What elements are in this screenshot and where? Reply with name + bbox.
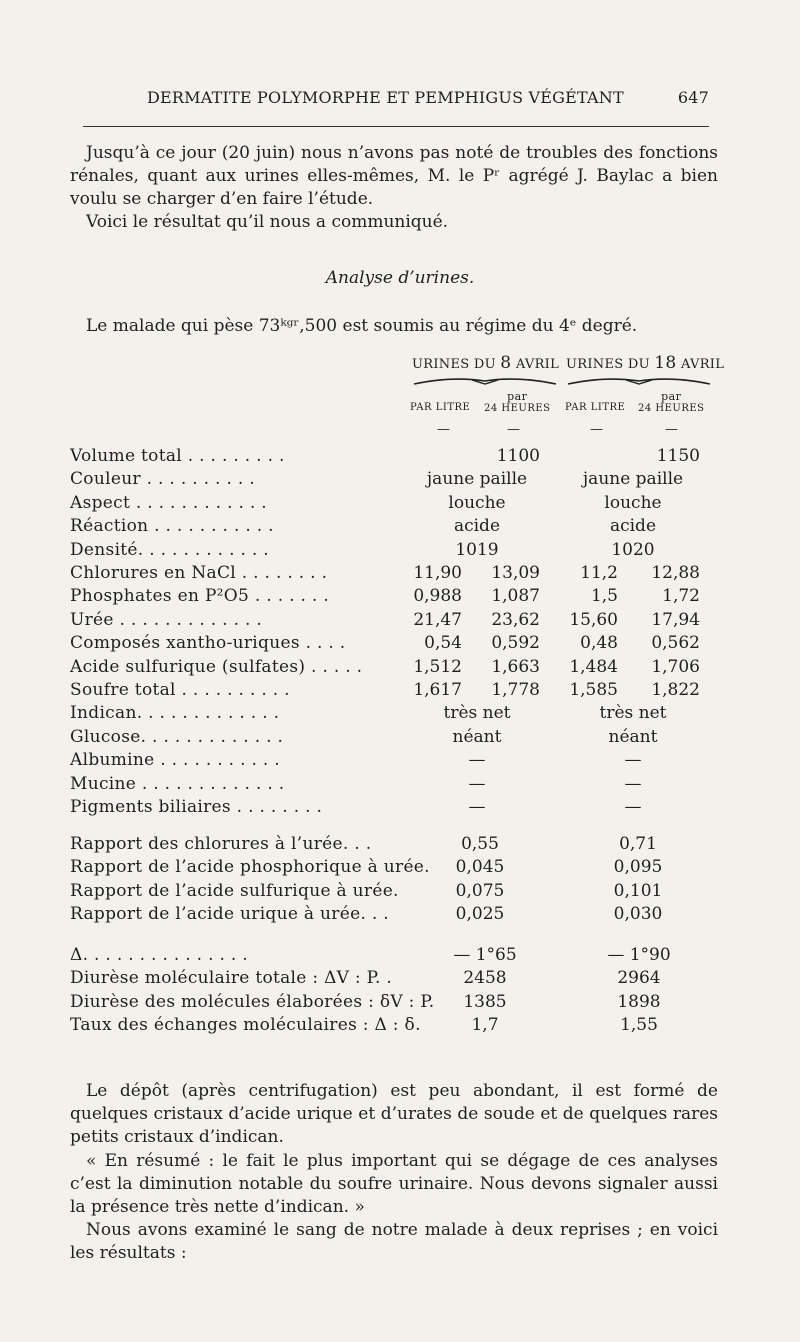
row-label-text: Rapport de l’acide urique à urée. xyxy=(70,904,367,925)
row-leader-dots: . . . . . . . . xyxy=(236,797,323,817)
table-row xyxy=(70,657,750,680)
value-8-avril-par-litre: 11,90 xyxy=(413,563,462,583)
row-label xyxy=(70,881,399,901)
table-row xyxy=(70,727,750,750)
value-8-avril: 0,045 xyxy=(455,857,505,878)
row-leader-dots: . . . . . . . . . . . xyxy=(154,516,274,537)
value-18-avril: — xyxy=(624,750,642,771)
row-label-text: Aspect xyxy=(70,492,131,513)
value-18-avril: — xyxy=(624,773,642,794)
value-18-avril: louche xyxy=(604,492,662,513)
value-18-avril-par-24h: 1,706 xyxy=(651,656,700,677)
row-label xyxy=(70,657,362,677)
subheader-par-litre-1: PAR LITRE xyxy=(410,402,471,413)
value-8-avril: louche xyxy=(448,492,506,513)
value-8-avril: — xyxy=(468,750,486,771)
row-label-text: Chlorures en NaCl xyxy=(70,563,236,583)
row-label-text: Densité. xyxy=(70,539,144,560)
row-label xyxy=(70,633,346,653)
value-18-avril: — 1°90 xyxy=(607,945,671,965)
row-label-text: Pigments biliaires xyxy=(70,797,231,817)
row-label xyxy=(70,797,322,817)
row-leader-dots: . . . . . . . . . xyxy=(187,446,285,466)
row-label xyxy=(70,992,434,1012)
table-row xyxy=(70,586,750,609)
cryoscopy-row xyxy=(70,992,750,1015)
table-row xyxy=(70,750,750,773)
brace-8-avril xyxy=(412,372,558,386)
value-8-avril: — 1°65 xyxy=(453,945,517,965)
value-18-avril: 0,030 xyxy=(613,904,663,925)
value-8-avril-par-24h: 1100 xyxy=(496,446,540,466)
subheader-par-24h-2: par 24 HEURES xyxy=(638,390,705,414)
ratio-row xyxy=(70,857,750,880)
row-label-text: Réaction xyxy=(70,516,149,537)
row-leader-dots: . . xyxy=(371,904,390,925)
row-label xyxy=(70,493,267,513)
page-number: 647 xyxy=(677,88,709,107)
row-leader-dots: . . . . . . . . . . . . xyxy=(135,492,268,513)
row-leader-dots: . . . . . . . xyxy=(254,586,330,607)
row-leader-dots: . . . . . . . . . . xyxy=(181,680,290,700)
subheader-dash: — xyxy=(507,422,520,437)
table-row xyxy=(70,797,750,820)
row-leader-dots: . . . . . . . . . . . . . xyxy=(119,609,263,630)
row-label-text: Soufre total xyxy=(70,680,176,700)
cryoscopy-row xyxy=(70,968,750,991)
row-label xyxy=(70,469,255,489)
regime-paragraph: Le malade qui pèse 73ᵏᵍʳ,500 est soumis au régime du 4ᵉ degré. xyxy=(86,316,638,336)
table-row xyxy=(70,446,750,469)
row-label-text: Mucine xyxy=(70,773,137,794)
value-8-avril: acide xyxy=(453,516,501,537)
value-8-avril-par-24h: 1,087 xyxy=(491,586,540,607)
intro-paragraph-1: Jusqu’à ce jour (20 juin) nous n’avons pas noté de troubles des fonctions rénales, quant aux urines elles-mêmes, M. le Pʳ agrégé J. Baylac a bien voulu se charger d’en faire l’étude. xyxy=(70,143,718,209)
value-8-avril-par-litre: 0,54 xyxy=(424,633,462,654)
value-8-avril-par-litre: 0,988 xyxy=(413,586,462,607)
row-label xyxy=(70,586,329,606)
ratio-row xyxy=(70,904,750,927)
table-row xyxy=(70,610,750,633)
row-label-text: Acide sulfurique (sulfates) xyxy=(70,656,306,677)
row-label-text: Phosphates en P²O5 xyxy=(70,586,250,607)
value-8-avril: 0,55 xyxy=(461,834,499,854)
row-label xyxy=(70,727,283,747)
row-leader-dots: . . . . . . . . . . . . xyxy=(152,726,284,747)
value-8-avril: jaune paille xyxy=(426,469,528,490)
value-18-avril: très net xyxy=(599,703,667,724)
running-title: DERMATITE POLYMORPHE ET PEMPHIGUS VÉGÉTANT xyxy=(147,88,624,107)
value-8-avril-par-24h: 13,09 xyxy=(491,563,540,583)
ratio-row xyxy=(70,881,750,904)
value-8-avril: — xyxy=(468,773,486,794)
row-leader-dots: . . . . . . . . . . . xyxy=(160,750,281,771)
value-8-avril: 0,075 xyxy=(455,880,505,901)
row-leader-dots: . . . . . . . . xyxy=(241,563,328,583)
row-label xyxy=(70,540,269,560)
value-8-avril-par-24h: 1,663 xyxy=(491,656,540,677)
value-18-avril: jaune paille xyxy=(582,469,684,490)
subheader-dash: — xyxy=(590,422,603,437)
row-label-text: Taux des échanges moléculaires : Δ : δ. xyxy=(70,1015,421,1036)
row-leader-dots: . . . . . . . . . . . . . . xyxy=(94,945,249,965)
closing-paragraph-1: Le dépôt (après centrifugation) est peu abondant, il est formé de quelques cristaux d’acide urique et d’urates de soude et de quelques rares petits cristaux d’indican. xyxy=(70,1081,718,1147)
row-label-text: Volume total xyxy=(70,446,182,466)
value-8-avril: 0,025 xyxy=(455,904,505,925)
row-label xyxy=(70,945,248,965)
value-18-avril: — xyxy=(624,797,642,817)
row-label-text: Rapport de l’acide sulfurique à urée. xyxy=(70,880,399,901)
table-row xyxy=(70,774,750,797)
table-row xyxy=(70,469,750,492)
value-18-avril: 0,71 xyxy=(619,834,657,854)
row-leader-dots: . . . . . . . . . . xyxy=(146,469,255,490)
value-18-avril: 0,101 xyxy=(613,880,663,901)
row-label-text: Rapport des chlorures à l’urée. xyxy=(70,834,349,854)
row-label xyxy=(70,968,392,988)
value-18-avril-par-24h: 1,822 xyxy=(651,680,700,700)
row-label-text: Diurèse des molécules élaborées : δV : P. xyxy=(70,991,435,1012)
subheader-dash: — xyxy=(437,422,450,437)
row-label xyxy=(70,516,274,536)
row-label-text: Indican. xyxy=(70,703,143,724)
value-18-avril-par-litre: 11,2 xyxy=(580,563,618,583)
group-header-8-avril: URINES DU 8 AVRIL xyxy=(412,353,560,373)
value-8-avril: 1019 xyxy=(455,539,499,560)
brace-18-avril xyxy=(566,372,712,386)
value-8-avril: 1,7 xyxy=(471,1015,499,1036)
row-label xyxy=(70,1015,421,1035)
row-label-text: Glucose. xyxy=(70,726,147,747)
value-18-avril-par-24h: 1150 xyxy=(656,446,700,466)
intro-paragraph-2: Voici le résultat qu’il nous a communiqué. xyxy=(86,212,449,232)
row-leader-dots: . . . . . . . . . . . xyxy=(149,539,269,560)
row-label-text: Composés xantho-uriques xyxy=(70,633,300,654)
subheader-dash: — xyxy=(665,422,678,437)
row-label xyxy=(70,904,389,924)
ratio-row xyxy=(70,834,750,857)
value-18-avril: 2964 xyxy=(617,968,661,989)
row-label-text: Albumine xyxy=(70,750,155,771)
row-leader-dots: . . . . . xyxy=(311,656,363,677)
value-8-avril-par-24h: 0,592 xyxy=(491,633,540,654)
value-8-avril-par-litre: 1,512 xyxy=(413,656,462,677)
value-8-avril: — xyxy=(468,797,486,817)
table-row xyxy=(70,680,750,703)
value-18-avril: acide xyxy=(609,516,657,537)
value-8-avril: très net xyxy=(443,703,511,724)
row-label-text: Diurèse moléculaire totale : ΔV : P. xyxy=(70,968,381,989)
value-18-avril-par-litre: 0,48 xyxy=(580,633,618,654)
value-18-avril-par-litre: 1,5 xyxy=(590,586,618,607)
header-rule xyxy=(83,126,709,127)
value-18-avril-par-24h: 12,88 xyxy=(651,563,700,583)
value-8-avril: néant xyxy=(452,726,502,747)
subheader-par-24h-1: par 24 HEURES xyxy=(484,390,551,414)
row-label xyxy=(70,680,290,700)
subheader-par-litre-2: PAR LITRE xyxy=(565,402,626,413)
value-18-avril-par-litre: 15,60 xyxy=(569,609,618,630)
value-18-avril: 1020 xyxy=(611,539,655,560)
group-header-18-avril: URINES DU 18 AVRIL xyxy=(566,353,725,373)
table-row xyxy=(70,563,750,586)
row-label xyxy=(70,610,262,630)
row-label xyxy=(70,834,371,854)
value-8-avril-par-24h: 23,62 xyxy=(491,609,540,630)
value-18-avril-par-litre: 1,585 xyxy=(569,680,618,700)
row-label xyxy=(70,446,285,466)
table-row xyxy=(70,703,750,726)
row-leader-dots: . xyxy=(386,968,393,989)
table-row xyxy=(70,516,750,539)
row-leader-dots: . . xyxy=(354,834,372,854)
value-18-avril: 0,095 xyxy=(613,857,663,878)
value-8-avril: 1385 xyxy=(463,991,507,1012)
table-row xyxy=(70,493,750,516)
row-leader-dots: . . . . xyxy=(305,633,346,654)
row-label xyxy=(70,857,430,877)
value-8-avril: 2458 xyxy=(463,968,507,989)
value-18-avril: 1,55 xyxy=(620,1015,658,1036)
value-18-avril-par-24h: 1,72 xyxy=(662,586,700,607)
row-leader-dots: . . . . . . . . . . . . xyxy=(148,703,280,724)
cryoscopy-row xyxy=(70,945,750,968)
closing-paragraph-3: Nous avons examiné le sang de notre malade à deux reprises ; en voici les résultats : xyxy=(70,1220,718,1263)
row-label xyxy=(70,774,284,794)
value-18-avril-par-24h: 17,94 xyxy=(651,609,700,630)
row-label-text: Rapport de l’acide phosphorique à urée. xyxy=(70,857,430,878)
value-8-avril-par-litre: 1,617 xyxy=(413,680,462,700)
row-label xyxy=(70,563,327,583)
row-label xyxy=(70,703,279,723)
value-18-avril: 1898 xyxy=(617,991,661,1012)
row-label-text: Δ. xyxy=(70,945,89,965)
value-8-avril-par-litre: 21,47 xyxy=(413,609,462,630)
value-18-avril-par-24h: 0,562 xyxy=(651,633,700,654)
section-caption: Analyse d’urines. xyxy=(325,268,475,288)
value-18-avril: néant xyxy=(608,726,658,747)
row-label-text: Couleur xyxy=(70,469,141,490)
row-label xyxy=(70,750,280,770)
table-row xyxy=(70,633,750,656)
row-leader-dots: . . . . . . . . . . . . . xyxy=(141,773,285,794)
table-row xyxy=(70,540,750,563)
row-label-text: Urée xyxy=(70,609,114,630)
value-8-avril-par-24h: 1,778 xyxy=(491,680,540,700)
cryoscopy-row xyxy=(70,1015,750,1038)
value-18-avril-par-litre: 1,484 xyxy=(569,656,618,677)
closing-paragraph-2: « En résumé : le fait le plus important qui se dégage de ces analyses c’est la diminution notable du soufre urinaire. Nous devons signaler aussi la présence très nette d’indican. » xyxy=(70,1151,718,1217)
